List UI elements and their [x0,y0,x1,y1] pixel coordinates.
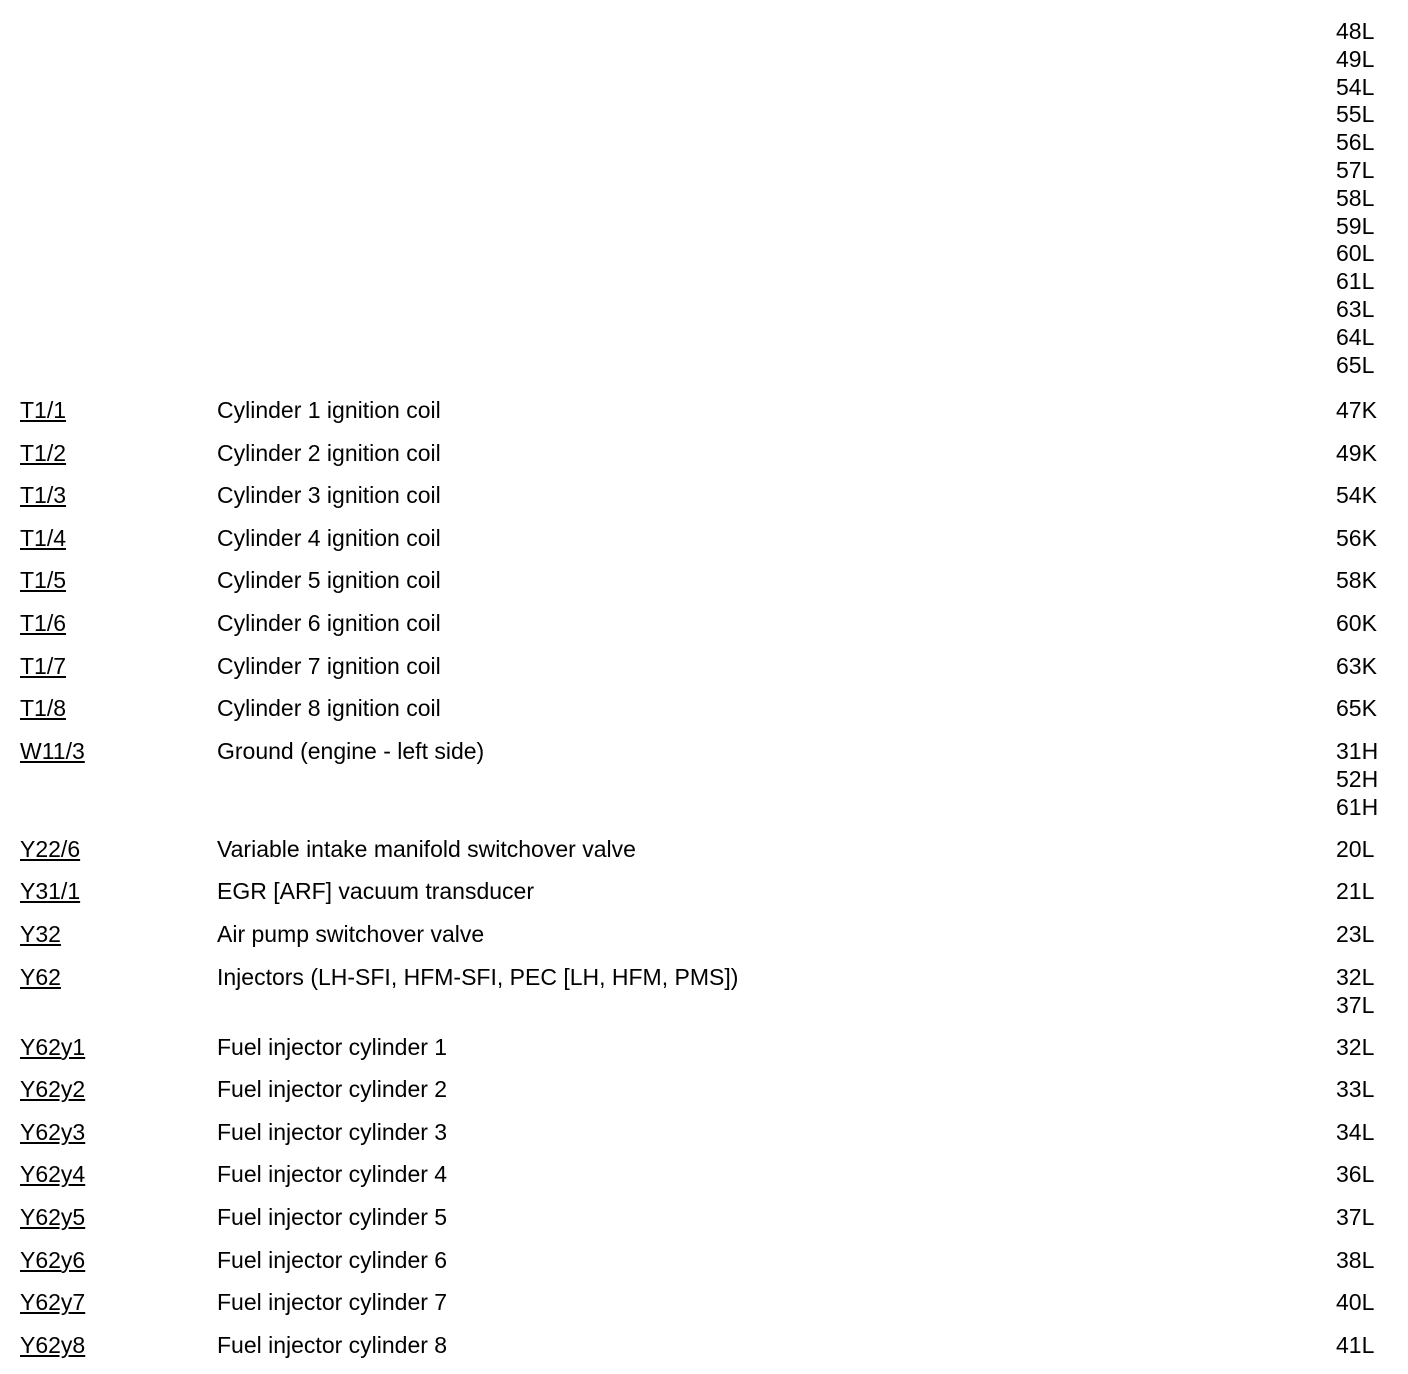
component-description: EGR [ARF] vacuum transducer [217,878,534,905]
component-code-link[interactable]: Y62y2 [20,1076,86,1103]
table-row [0,1199,1408,1242]
grid-reference: 32L [1336,963,1375,990]
reference-item: 60L [1336,240,1375,267]
grid-reference: 38L [1336,1246,1375,1273]
table-row [0,831,1408,874]
table-row [0,1327,1408,1370]
component-description: Fuel injector cylinder 5 [217,1203,448,1230]
reference-item: 55L [1336,101,1375,128]
grid-reference: 60K [1336,609,1377,636]
component-description: Fuel injector cylinder 1 [217,1033,448,1060]
grid-reference: 41L [1336,1331,1375,1358]
reference-item: 65L [1336,351,1375,378]
component-code-link[interactable]: T1/3 [20,482,67,509]
reference-item: 54L [1336,73,1375,100]
component-code-link[interactable]: T1/1 [20,397,67,423]
grid-reference-list [1336,481,1377,509]
grid-reference: 20L [1336,835,1375,862]
grid-reference: 34L [1336,1118,1375,1145]
component-code-link[interactable]: T1/2 [20,439,67,466]
component-description: Air pump switchover valve [217,920,485,947]
component-code-link[interactable]: Y62y7 [20,1289,86,1316]
grid-reference: 33L [1336,1076,1375,1103]
grid-reference: 56K [1336,524,1377,551]
component-code-link[interactable]: Y31/1 [20,878,81,905]
component-description: Cylinder 1 ignition coil [217,397,441,423]
reference-item: 64L [1336,323,1375,350]
grid-reference: 63K [1336,652,1377,679]
grid-reference: 23L [1336,920,1375,947]
component-code-link[interactable]: T1/6 [20,609,67,636]
component-code-link[interactable]: T1/5 [20,567,67,594]
continued-reference-list [1336,18,1374,379]
grid-reference: 49K [1336,439,1377,466]
component-code-link[interactable]: Y62y5 [20,1203,86,1230]
grid-reference-list [1336,835,1374,863]
grid-reference: 37L [1336,991,1375,1018]
component-description: Fuel injector cylinder 3 [217,1118,448,1145]
table-row [0,1029,1408,1072]
grid-reference: 58K [1336,567,1377,594]
grid-reference: 47K [1336,397,1377,423]
component-code-link[interactable]: Y62y6 [20,1246,86,1273]
grid-reference-list [1336,920,1374,948]
reference-item: 48L [1336,18,1375,44]
reference-item: 61L [1336,268,1375,295]
component-description: Fuel injector cylinder 8 [217,1331,448,1358]
reference-item: 59L [1336,212,1375,239]
grid-reference: 36L [1336,1161,1375,1188]
grid-reference-list [1336,963,1374,1019]
component-description: Cylinder 7 ignition coil [217,652,441,679]
grid-reference-list [1336,1203,1374,1231]
grid-reference-list [1336,1160,1374,1188]
component-description: Cylinder 2 ignition coil [217,439,441,466]
component-code-link[interactable]: T1/4 [20,524,67,551]
component-description: Cylinder 3 ignition coil [217,482,441,509]
component-code-link[interactable]: Y62y4 [20,1161,86,1188]
component-description: Ground (engine - left side) [217,737,485,764]
reference-item: 57L [1336,156,1375,183]
table-row [0,1242,1408,1285]
reference-item: 63L [1336,295,1375,322]
grid-reference-list [1336,1033,1374,1061]
component-code-link[interactable]: Y62y3 [20,1118,86,1145]
grid-reference-list [1336,439,1377,467]
table-row [0,435,1408,478]
reference-item: 49L [1336,45,1375,72]
component-code-link[interactable]: T1/8 [20,695,67,722]
table-row [0,562,1408,605]
table-row [0,520,1408,563]
grid-reference-list [1336,737,1378,821]
component-description: Cylinder 6 ignition coil [217,609,441,636]
grid-reference-list [1336,694,1377,722]
table-row [0,1071,1408,1114]
table-row [0,477,1408,520]
grid-reference-list [1336,396,1377,424]
table-row [0,1284,1408,1327]
table-row [0,392,1408,435]
component-description: Fuel injector cylinder 6 [217,1246,448,1273]
component-description: Fuel injector cylinder 4 [217,1161,448,1188]
table-row [0,690,1408,733]
component-description: Fuel injector cylinder 7 [217,1289,448,1316]
table-row [0,1156,1408,1199]
component-code-link[interactable]: T1/7 [20,652,67,679]
grid-reference-list [1336,609,1377,637]
grid-reference: 65K [1336,695,1377,722]
table-row [0,873,1408,916]
component-code-link[interactable]: Y32 [20,920,61,947]
table-row [0,733,1408,831]
grid-reference-list [1336,1246,1374,1274]
table-row [0,916,1408,959]
reference-item: 58L [1336,184,1375,211]
grid-reference-list [1336,1118,1374,1146]
table-row [0,605,1408,648]
grid-reference: 37L [1336,1203,1375,1230]
component-description: Variable intake manifold switchover valve [217,835,636,862]
component-code-link[interactable]: Y22/6 [20,835,81,862]
component-description: Cylinder 8 ignition coil [217,695,441,722]
grid-reference: 32L [1336,1033,1375,1060]
grid-reference: 52H [1336,765,1379,792]
grid-reference-list [1336,1331,1374,1359]
component-code-link[interactable]: Y62y8 [20,1331,86,1358]
grid-reference: 31H [1336,737,1379,764]
component-description: Cylinder 5 ignition coil [217,567,441,594]
grid-reference: 21L [1336,878,1375,905]
grid-reference: 61H [1336,793,1379,820]
grid-reference-list [1336,877,1374,905]
component-table [0,392,1408,1369]
component-description: Injectors (LH-SFI, HFM-SFI, PEC [LH, HFM, PMS]) [217,963,739,990]
table-row [0,648,1408,691]
component-code-link[interactable]: W11/3 [20,737,85,764]
component-code-link[interactable]: Y62 [20,963,61,990]
component-description: Cylinder 4 ignition coil [217,524,441,551]
table-row [0,959,1408,1029]
grid-reference-list [1336,524,1377,552]
grid-reference-list [1336,566,1377,594]
grid-reference: 54K [1336,482,1377,509]
grid-reference-list [1336,652,1377,680]
reference-item: 56L [1336,129,1375,156]
grid-reference: 40L [1336,1289,1375,1316]
table-row [0,1114,1408,1157]
grid-reference-list [1336,1075,1374,1103]
component-code-link[interactable]: Y62y1 [20,1033,86,1060]
grid-reference-list [1336,1288,1374,1316]
component-description: Fuel injector cylinder 2 [217,1076,448,1103]
